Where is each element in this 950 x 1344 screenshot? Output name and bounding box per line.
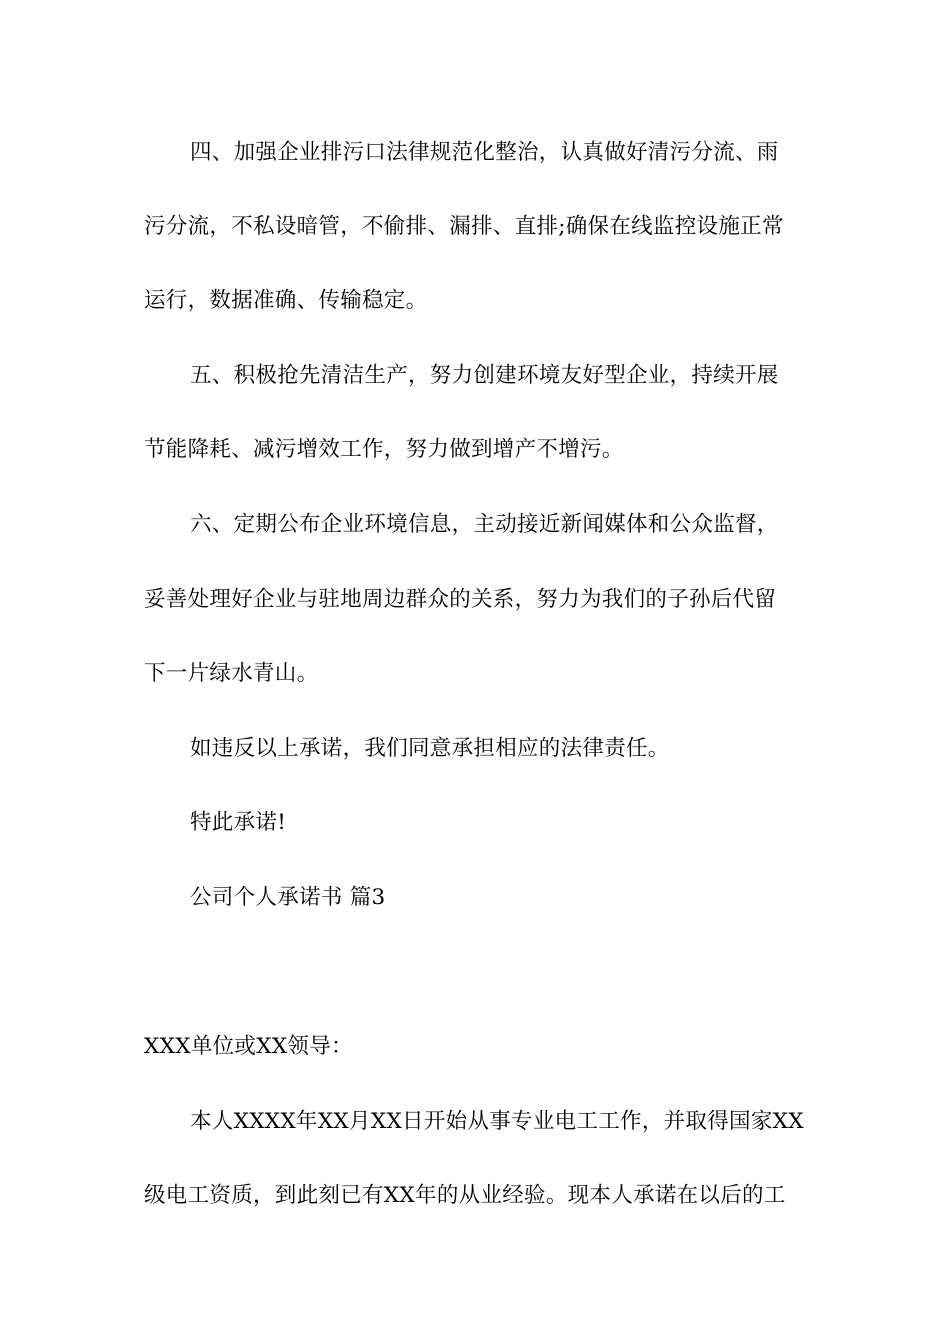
closing-statement: 特此承诺!: [190, 810, 287, 835]
salutation: XXX单位或XX领导：: [144, 1034, 353, 1059]
paragraph-6-line-1: 六、定期公布企业环境信息，主动接近新闻媒体和公众监督，: [190, 512, 779, 537]
paragraph-5-line-2: 节能降耗、减污增效工作，努力做到增产不增污。: [144, 437, 624, 462]
paragraph-5-line-1: 五、积极抢先清洁生产，努力创建环境友好型企业，持续开展: [190, 363, 779, 388]
violation-statement: 如违反以上承诺，我们同意承担相应的法律责任。: [190, 736, 670, 761]
paragraph-4-line-3: 运行，数据准确、传输稳定。: [144, 288, 428, 313]
paragraph-4-line-2: 污分流，不私设暗管，不偷排、漏排、直排;确保在线监控设施正常: [144, 214, 784, 239]
paragraph-4-line-1: 四、加强企业排污口法律规范化整治，认真做好清污分流、雨: [190, 140, 779, 165]
section-heading: 公司个人承诺书 篇3: [190, 885, 386, 910]
body-paragraph-line-1: 本人XXXX年XX月XX日开始从事专业电工工作，并取得国家XX: [190, 1109, 804, 1134]
body-paragraph-line-2: 级电工资质，到此刻已有XX年的从业经验。现本人承诺在以后的工: [144, 1183, 786, 1208]
paragraph-6-line-3: 下一片绿水青山。: [144, 661, 319, 686]
paragraph-6-line-2: 妥善处理好企业与驻地周边群众的关系，努力为我们的子孙后代留: [144, 587, 777, 612]
